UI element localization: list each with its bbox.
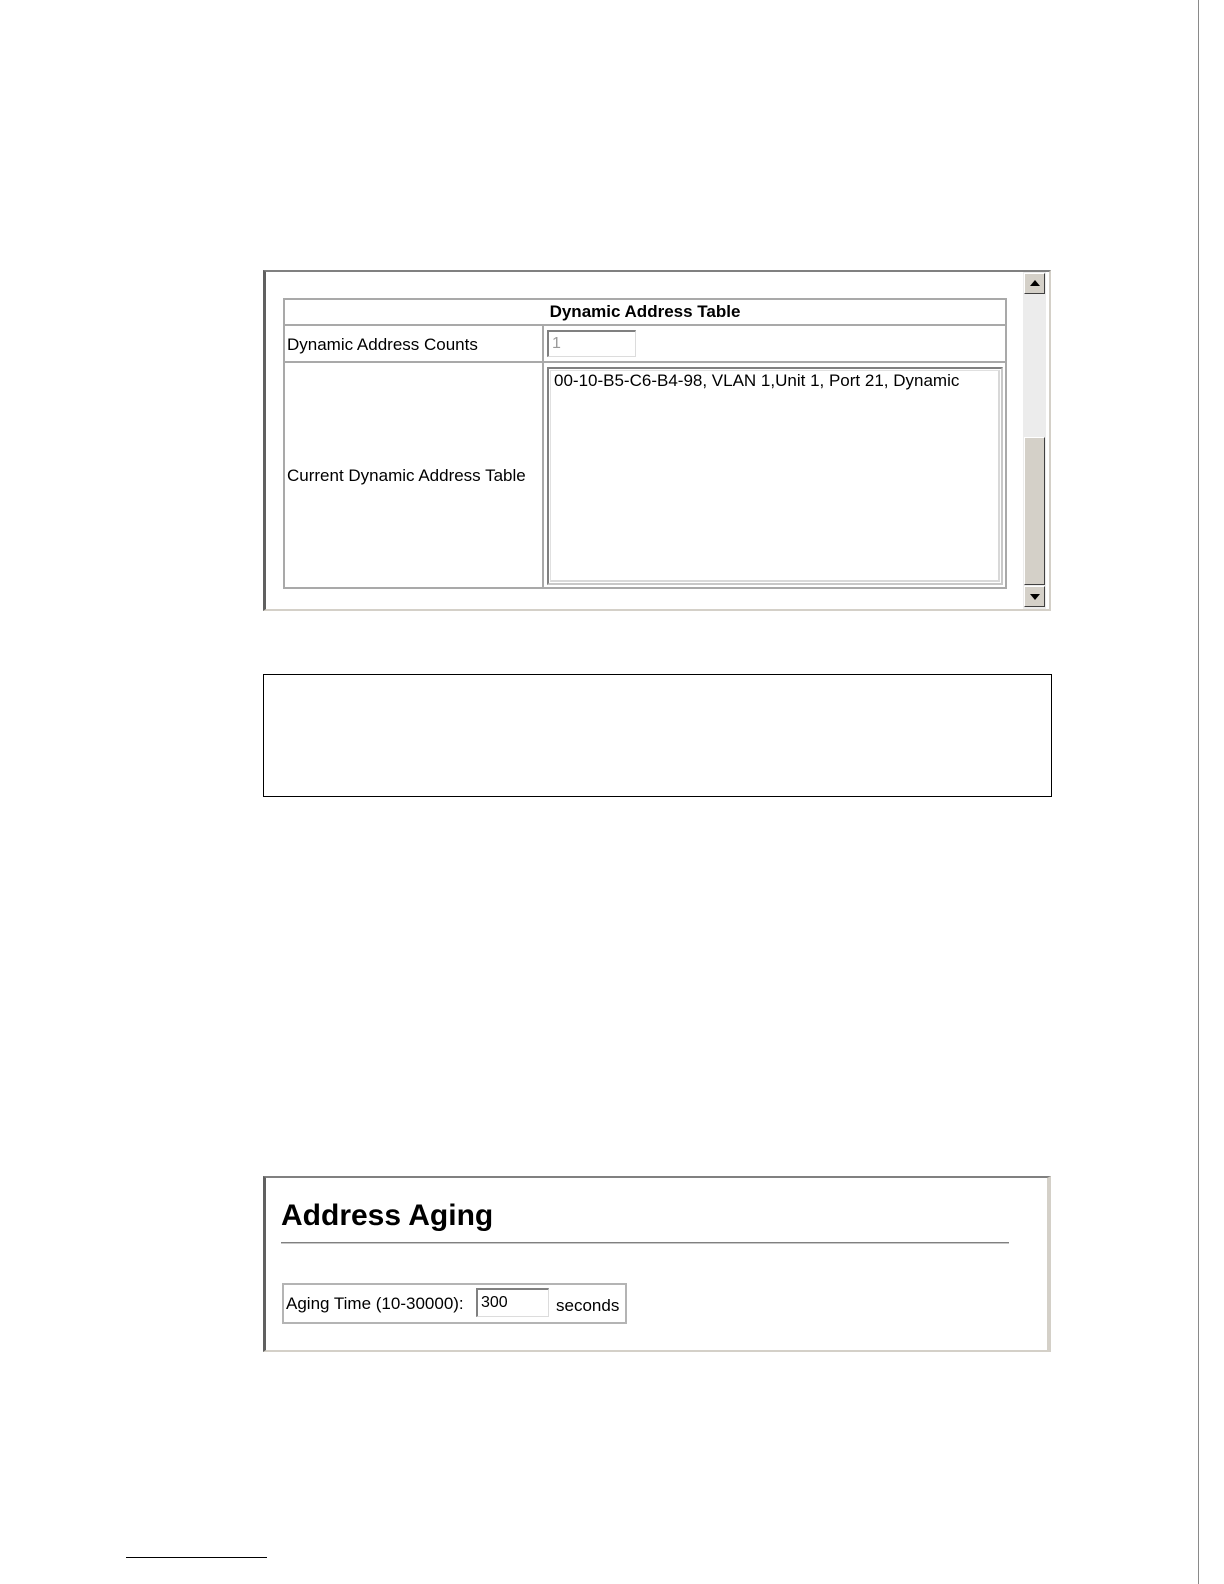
title-divider bbox=[281, 1242, 1009, 1244]
aging-time-row bbox=[282, 1283, 627, 1324]
table-divider bbox=[285, 324, 1005, 326]
address-listbox[interactable] bbox=[547, 367, 1003, 585]
scroll-thumb[interactable] bbox=[1024, 437, 1045, 585]
dynamic-address-window bbox=[263, 270, 1051, 611]
scroll-down-button[interactable] bbox=[1024, 586, 1045, 607]
counts-label: Dynamic Address Counts bbox=[287, 335, 478, 354]
arrow-up-icon bbox=[1030, 280, 1040, 286]
empty-note-box bbox=[263, 674, 1052, 797]
page-title: Address Aging bbox=[281, 1199, 494, 1232]
list-item[interactable]: 00-10-B5-C6-B4-98, VLAN 1,Unit 1, Port 21, Dynamic bbox=[554, 371, 960, 390]
address-aging-window bbox=[263, 1176, 1051, 1352]
counts-field[interactable] bbox=[547, 330, 636, 357]
page-edge-line bbox=[1198, 0, 1199, 1584]
address-listbox-inner bbox=[550, 370, 1000, 582]
footnote-rule bbox=[126, 1557, 267, 1558]
current-table-label: Current Dynamic Address Table bbox=[287, 466, 526, 485]
table-title: Dynamic Address Table bbox=[549, 302, 741, 321]
aging-time-unit: seconds bbox=[556, 1296, 620, 1315]
aging-time-label: Aging Time (10-30000): bbox=[286, 1294, 464, 1313]
arrow-down-icon bbox=[1030, 594, 1040, 600]
scroll-up-button[interactable] bbox=[1024, 273, 1045, 294]
dynamic-address-table bbox=[283, 298, 1007, 589]
table-column-divider bbox=[542, 324, 544, 587]
table-divider bbox=[285, 361, 1005, 363]
vertical-scrollbar[interactable] bbox=[1023, 272, 1046, 609]
aging-time-input[interactable] bbox=[476, 1288, 549, 1317]
